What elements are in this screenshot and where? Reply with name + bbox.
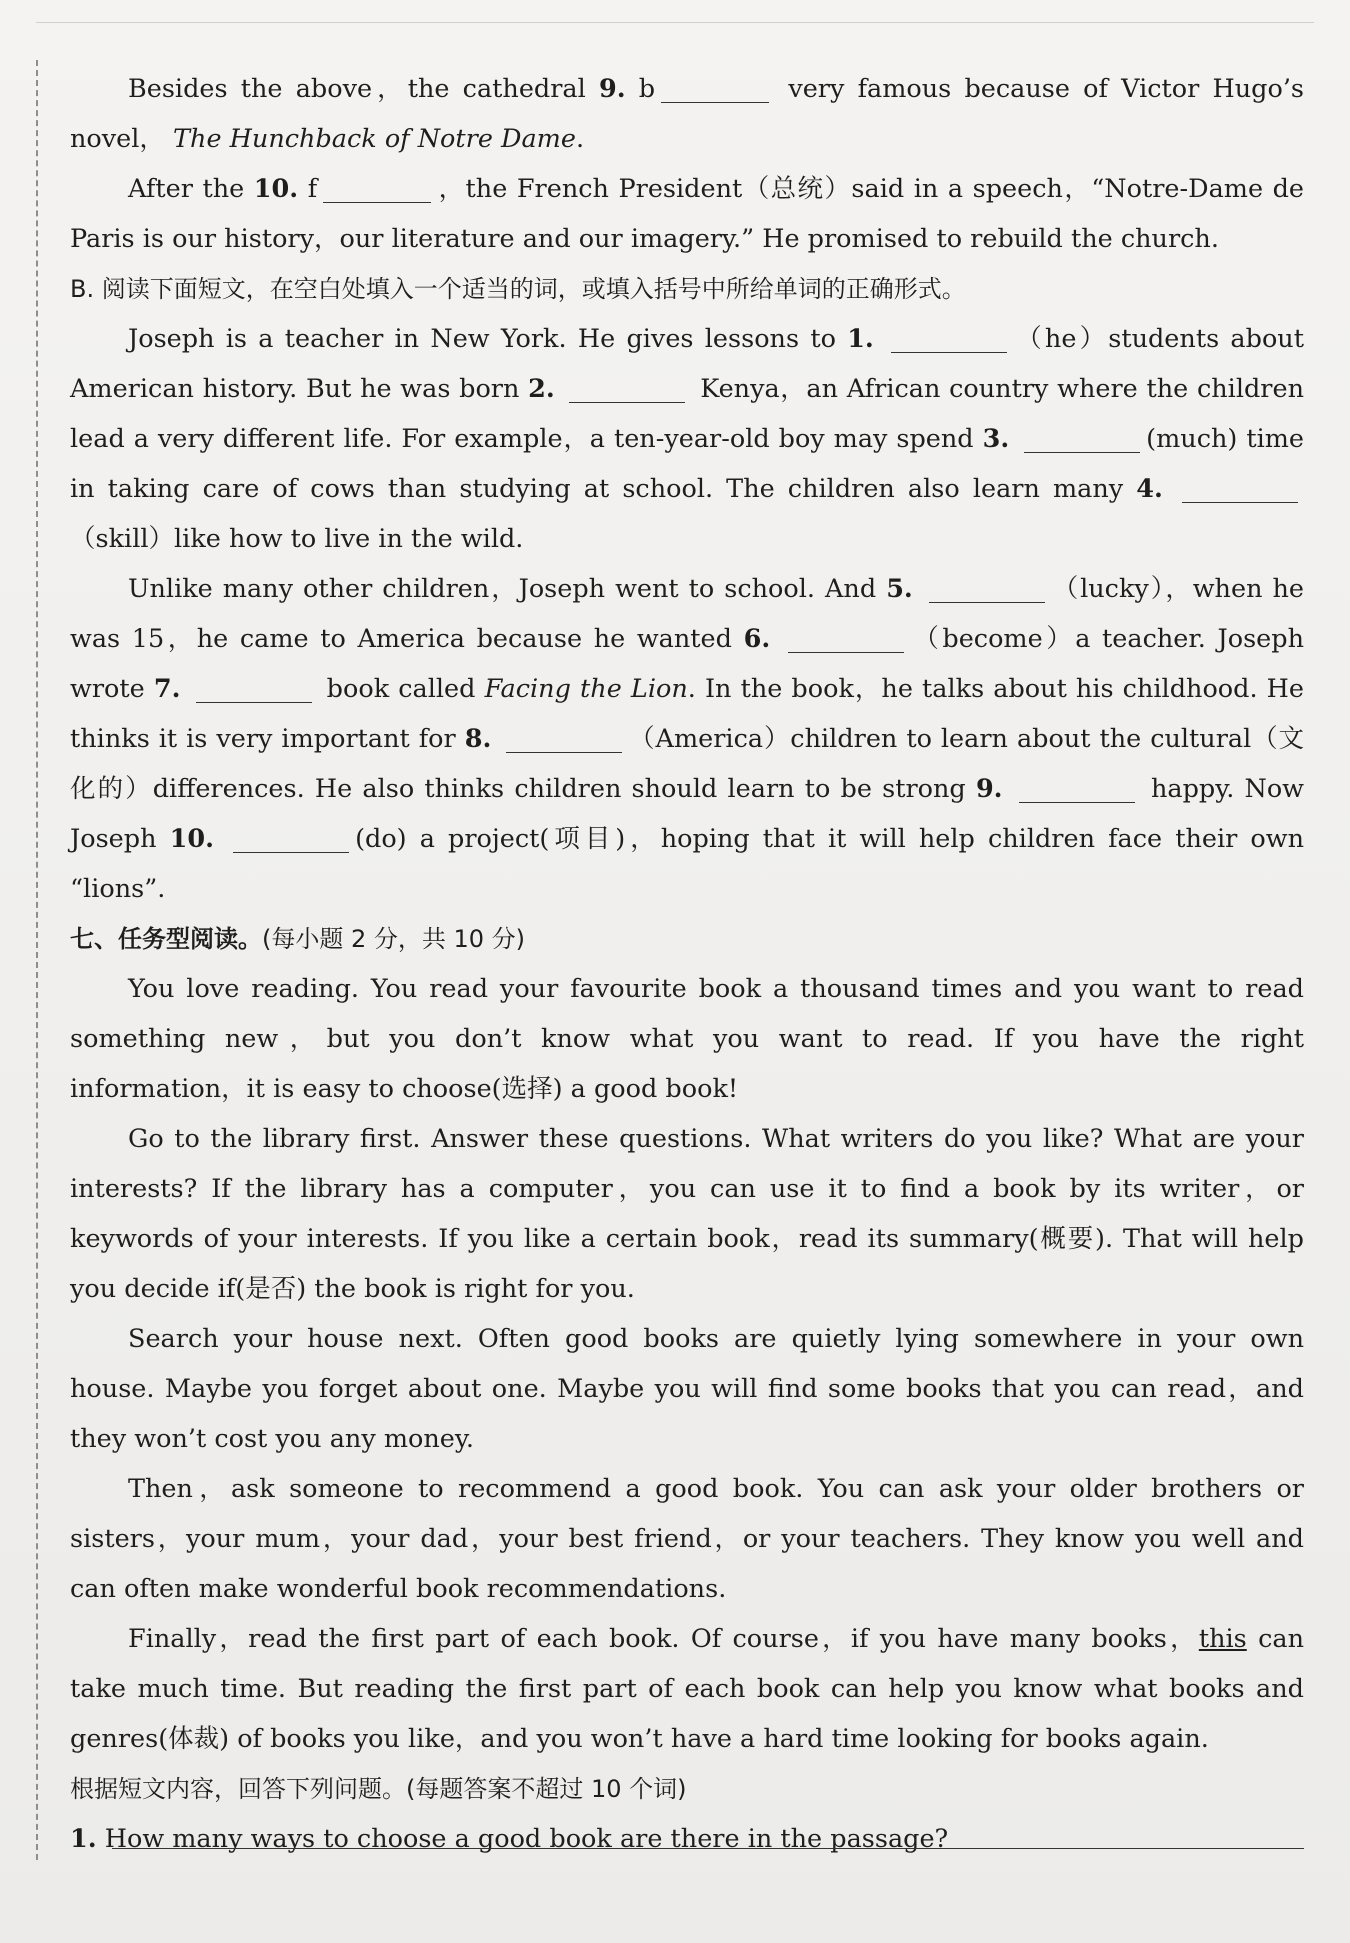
question-number: 1. [70, 1824, 97, 1854]
answer-blank-6[interactable] [788, 624, 904, 653]
answer-blank-9b[interactable] [1019, 774, 1135, 803]
text: can take much time. But reading the first part of each book can help you know what books and genres(体裁) of books you like，and you won’t have a hard time looking for books again. [70, 1624, 1304, 1754]
underlined-word: this [1198, 1624, 1247, 1654]
answer-blank-9[interactable] [661, 74, 769, 103]
score-note: (每小题 2 分，共 10 分) [262, 925, 526, 953]
reading-paragraph-4: Then，ask someone to recommend a good book. You can ask your older brothers or sisters，your mum，your dad，your best friend，or your teachers. They know you well and can often make wonderful book recommendations. [70, 1474, 1304, 1604]
text: Unlike many other children，Joseph went to school. And [128, 574, 877, 604]
text: very famous because of Victor Hugo’s novel， [70, 74, 1305, 154]
text: Joseph is a teacher in New York. He gives lessons to [128, 324, 836, 354]
question-text: How many ways to choose a good book are there in the passage? [104, 1824, 949, 1854]
reading-paragraph-5 [70, 1614, 1304, 1764]
text: ，the French President（总统）said in a speech，“Notre-Dame de Paris is our history，our literature and our imagery.” He promised to rebuild the church. [70, 174, 1304, 254]
first-letter-hint: b [638, 74, 656, 104]
novel-title: The Hunchback of Notre Dame [173, 124, 576, 154]
text: （skill）like how to live in the wild. [70, 524, 524, 554]
text: . In the book，he talks about his childhood. He thinks it is very important for [70, 674, 1305, 754]
question-number: 6. [743, 624, 771, 654]
text: （he）students about American history. But he was born [70, 324, 1304, 404]
worksheet-content [70, 64, 1304, 1864]
question-number: 10. [253, 174, 299, 204]
question-number: 8. [464, 724, 492, 754]
text: （America）children to learn about the cultural（文化的）differences. He also thinks children should learn to be strong [70, 724, 1305, 804]
part-b-instruction: B. 阅读下面短文，在空白处填入一个适当的词，或填入括号中所给单词的正确形式。 [70, 275, 966, 303]
answer-blank-5[interactable] [929, 574, 1045, 603]
section-7-heading [70, 914, 1304, 964]
reading-paragraph-2: Go to the library first. Answer these questions. What writers do you like? What are your interests? If the library has a computer，you can use it to find a book by its writer，or keywords of your interests. If you like a certain book，read its summary(概要). That will help you decide if(是否) the book is right for you. [70, 1124, 1304, 1304]
answer-blank-1[interactable] [891, 324, 1007, 353]
text: (do) a project(项目)，hoping that it will help children face their own “lions”. [70, 824, 1304, 904]
answer-blank-7[interactable] [196, 674, 312, 703]
binding-margin-dashed-line [36, 60, 38, 1860]
answer-blank-10b[interactable] [233, 824, 349, 853]
text: （become）a teacher. Joseph wrote [70, 624, 1304, 704]
answer-line-1[interactable] [112, 1848, 1304, 1849]
top-border-line [36, 22, 1314, 23]
question-number: 4. [1136, 474, 1163, 504]
question-number: 9. [598, 74, 626, 104]
question-number: 3. [982, 424, 1010, 454]
book-title: Facing the Lion [484, 674, 688, 704]
text: happy. Now Joseph [70, 774, 1305, 854]
question-1 [70, 1814, 1304, 1864]
text: After the [128, 174, 245, 204]
answer-blank-2[interactable] [569, 374, 685, 403]
question-number: 10. [169, 824, 214, 854]
text: . [575, 124, 585, 154]
text: (much) time in taking care of cows than studying at school. The children also learn many [70, 424, 1304, 504]
reading-paragraph-3: Search your house next. Often good books are quietly lying somewhere in your own house. Maybe you forget about one. Maybe you will find some books that you can read，and they won’t cost you any money. [70, 1324, 1304, 1454]
question-number: 9. [975, 774, 1003, 804]
question-number: 2. [528, 374, 555, 404]
question-number: 7. [153, 674, 181, 704]
answer-blank-3[interactable] [1024, 424, 1140, 453]
question-number: 5. [886, 574, 913, 604]
question-number: 1. [847, 324, 874, 354]
part-a-paragraph-9 [70, 64, 1304, 164]
text: book called [326, 674, 476, 704]
text: Besides the above，the cathedral [128, 74, 586, 104]
text: （lucky），when he was 15，he came to America because he wanted [70, 574, 1305, 654]
first-letter-hint: f [307, 174, 318, 204]
part-a-paragraph-10 [70, 164, 1304, 264]
answer-blank-4[interactable] [1182, 474, 1298, 503]
part-b-paragraph-2 [70, 564, 1304, 914]
reading-paragraph-1: You love reading. You read your favourite book a thousand times and you want to read something new，but you don’t know what you want to read. If you have the right information，it is easy to choose(选择) a good book! [70, 974, 1304, 1104]
answer-blank-10[interactable] [323, 174, 431, 203]
part-b-paragraph-1 [70, 314, 1304, 564]
text: Finally，read the first part of each book. Of course，if you have many books， [128, 1624, 1199, 1654]
text: Kenya，an African country where the children lead a very different life. For example，a ten-year-old boy may spend [70, 374, 1305, 454]
question-instruction: 根据短文内容，回答下列问题。(每题答案不超过 10 个词) [70, 1775, 687, 1803]
section-title: 七、任务型阅读。 [70, 925, 262, 953]
answer-blank-8[interactable] [506, 724, 622, 753]
